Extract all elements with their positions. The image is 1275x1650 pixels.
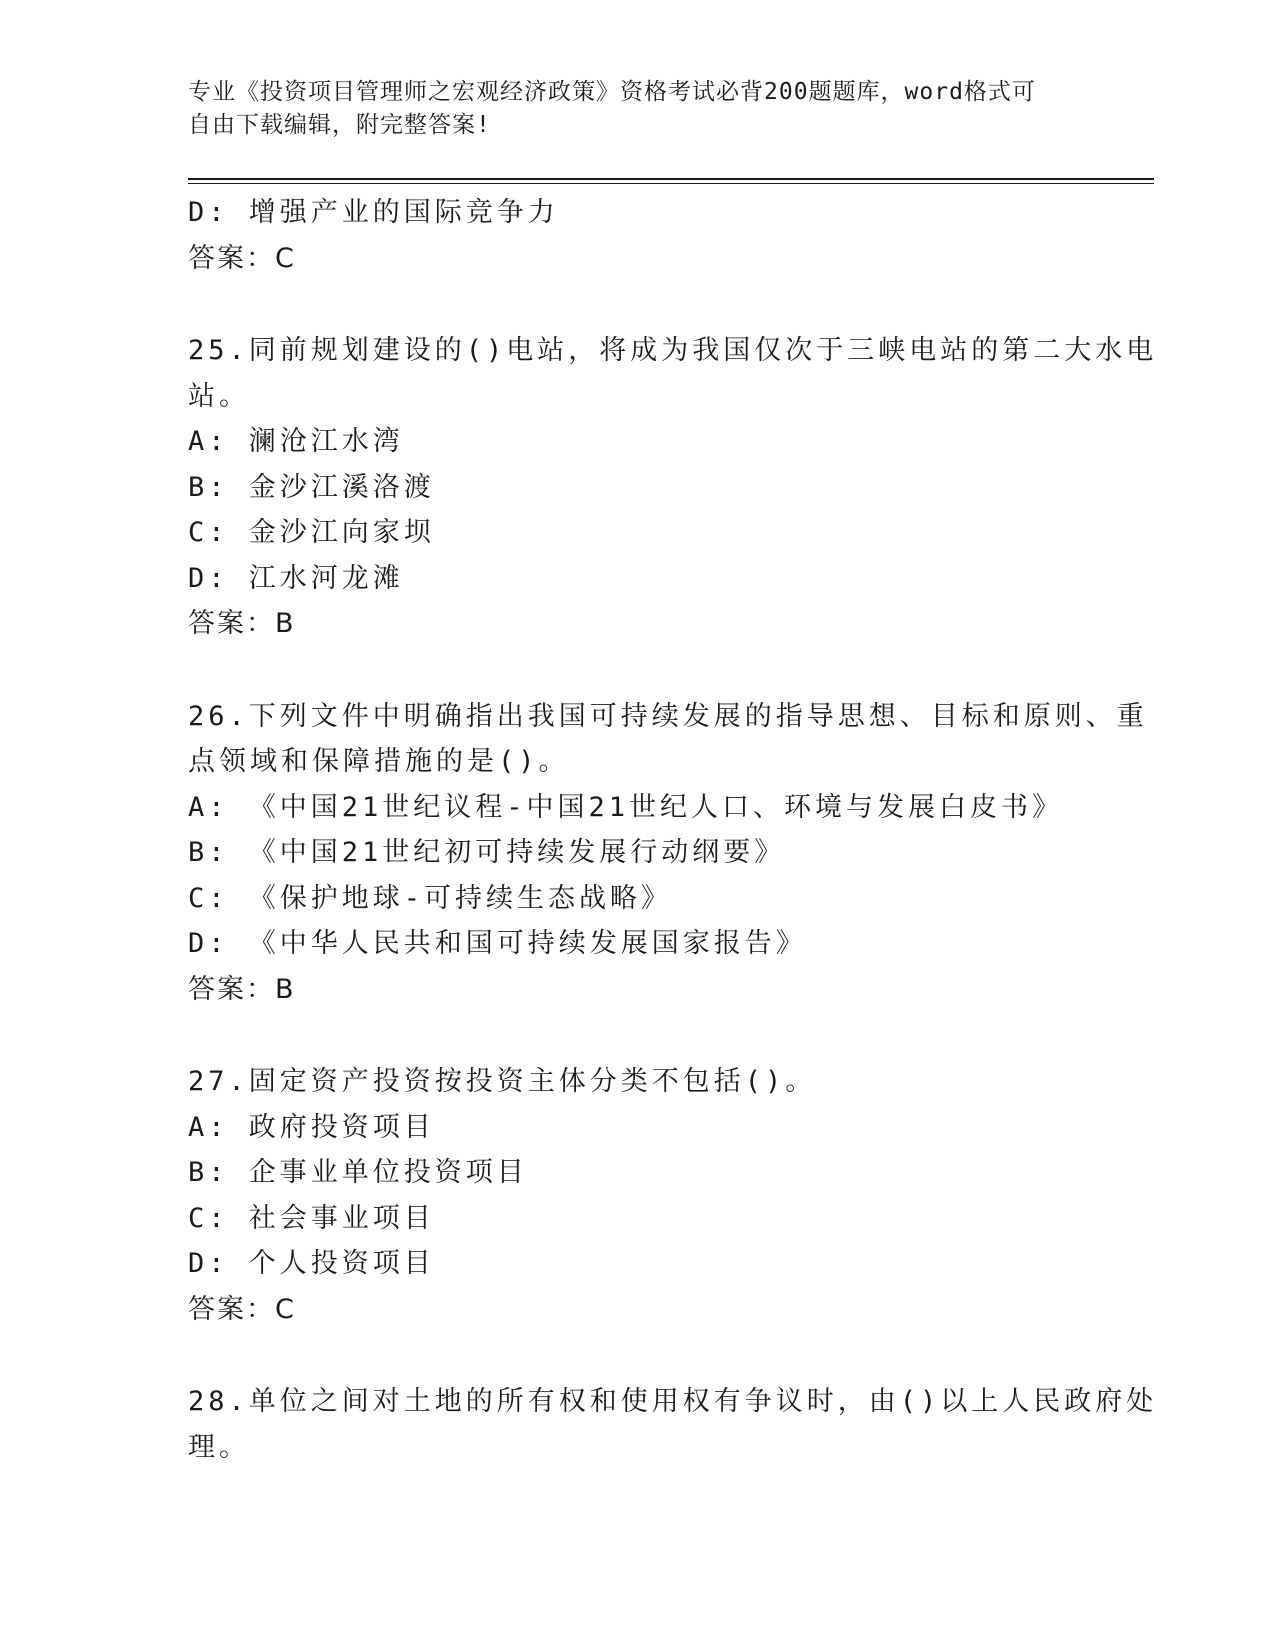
question-stem-line-2: 理。 xyxy=(188,1431,250,1463)
header-divider-thick xyxy=(188,178,1154,180)
document-header xyxy=(188,76,1088,142)
option-d: D: 增强产业的国际竞争力 xyxy=(188,197,559,228)
question-28 xyxy=(188,1379,1158,1470)
option-b: B: 《中国21世纪初可持续发展行动纲要》 xyxy=(188,837,786,868)
option-d: D: 江水河龙滩 xyxy=(188,562,404,594)
question-stem-line-2: 点领域和保障措施的是()。 xyxy=(188,746,570,777)
question-25 xyxy=(188,328,1158,647)
question-list xyxy=(188,190,1158,1470)
option-d: D: 《中华人民共和国可持续发展国家报告》 xyxy=(188,928,807,959)
question-spacer xyxy=(188,1012,1088,1059)
option-d: D: 个人投资项目 xyxy=(188,1248,435,1279)
option-c: C: 社会事业项目 xyxy=(188,1202,435,1234)
header-divider-thin xyxy=(188,183,1154,184)
partial-question xyxy=(188,190,1088,281)
question-spacer xyxy=(188,647,1088,694)
answer-line: 答案：B xyxy=(188,608,296,639)
answer-line: 答案：B xyxy=(188,973,296,1005)
question-stem-line-1: 25.同前规划建设的()电站，将成为我国仅次于三峡电站的第二大水电 xyxy=(188,335,1158,366)
option-a: A: 《中国21世纪议程-中国21世纪人口、环境与发展白皮书》 xyxy=(188,791,1064,823)
question-stem-line-1: 27.固定资产投资按投资主体分类不包括()。 xyxy=(188,1066,817,1097)
option-a: A: 澜沧江水湾 xyxy=(188,426,404,457)
question-spacer xyxy=(188,1332,1088,1379)
question-stem-line-1: 28.单位之间对土地的所有权和使用权有争议时，由()以上人民政府处 xyxy=(188,1386,1158,1417)
header-line-1: 专业《投资项目管理师之宏观经济政策》资格考试必背200题题库，word格式可 xyxy=(188,79,1036,105)
option-b: B: 金沙江溪洛渡 xyxy=(188,471,435,503)
option-c: C: 金沙江向家坝 xyxy=(188,517,435,548)
option-a: A: 政府投资项目 xyxy=(188,1111,435,1143)
header-line-2: 自由下载编辑，附完整答案! xyxy=(188,112,491,138)
option-c: C: 《保护地球-可持续生态战略》 xyxy=(188,882,673,914)
question-27 xyxy=(188,1059,1088,1332)
question-spacer xyxy=(188,281,1088,328)
answer-line: 答案：C xyxy=(188,1293,296,1325)
question-stem-line-2: 站。 xyxy=(188,380,250,412)
question-26 xyxy=(188,694,1148,1013)
option-b: B: 企事业单位投资项目 xyxy=(188,1157,528,1188)
answer-line: 答案：C xyxy=(188,242,296,274)
question-stem-line-1: 26.下列文件中明确指出我国可持续发展的指导思想、目标和原则、重 xyxy=(188,700,1148,732)
